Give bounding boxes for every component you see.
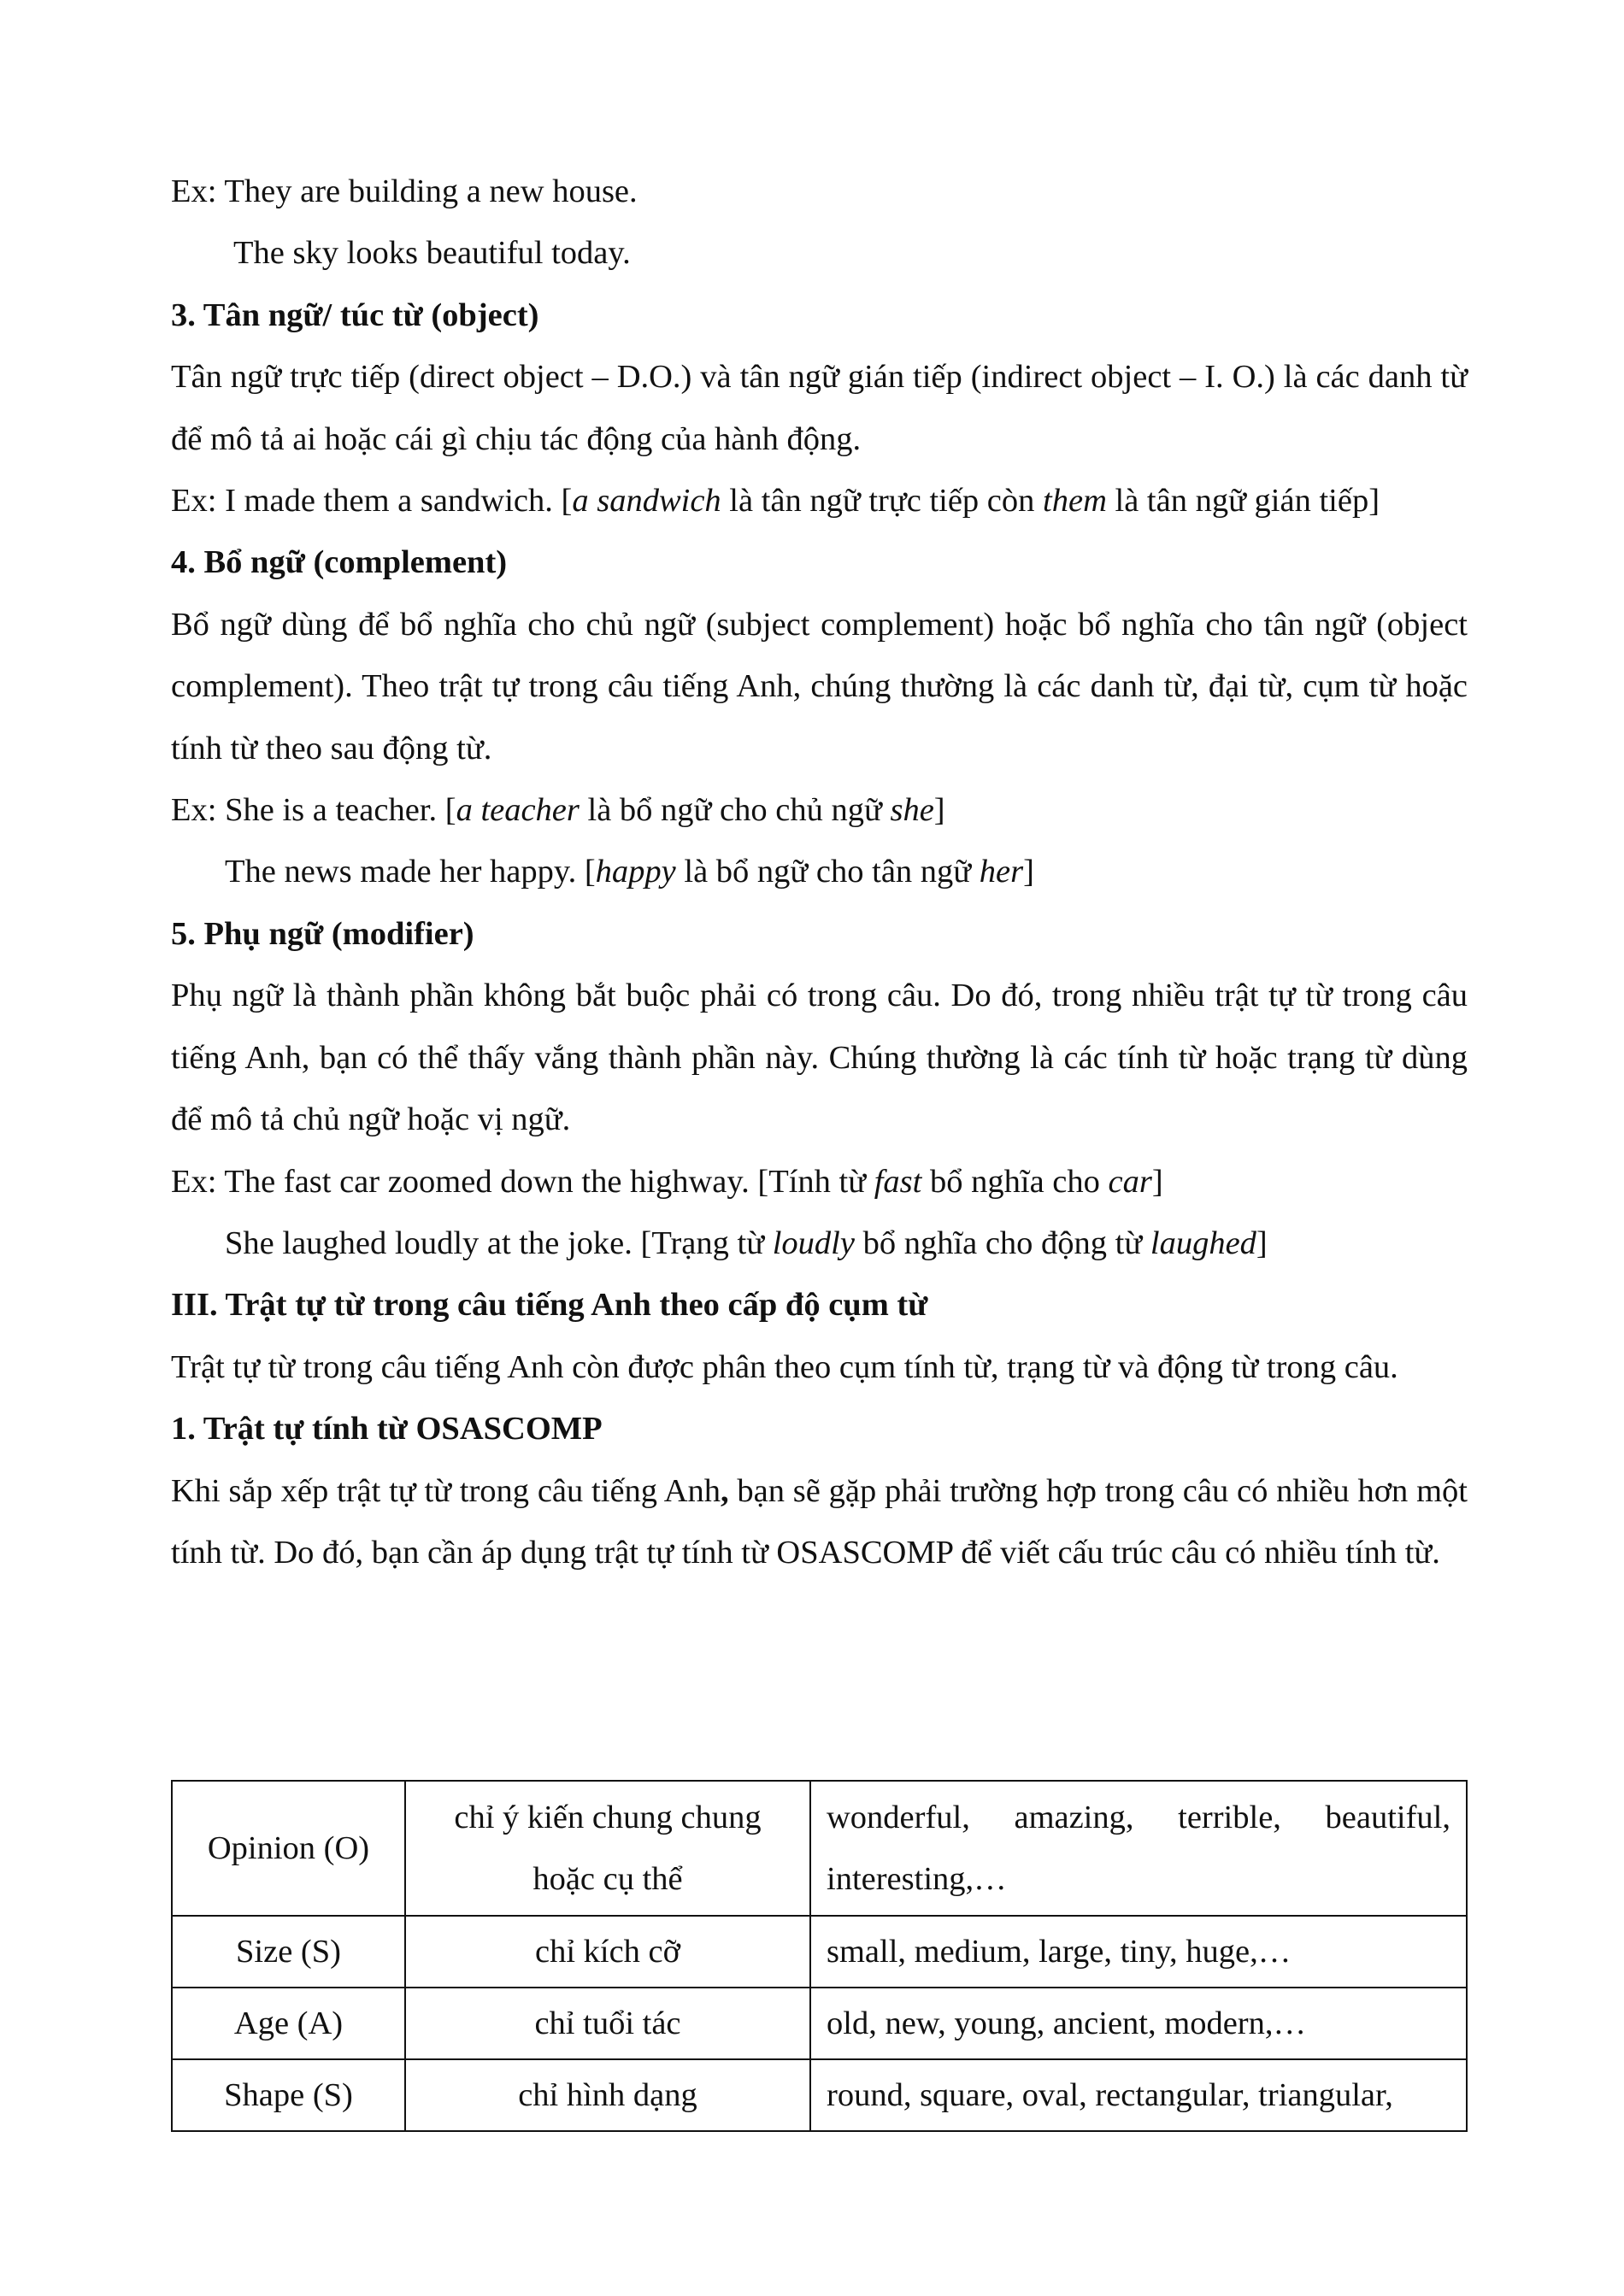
- section-heading-osascomp: 1. Trật tự tính từ OSASCOMP: [171, 1411, 603, 1447]
- example-line: Ex: They are building a new house.: [171, 173, 638, 209]
- table-cell-meaning: chỉ hình dạng: [405, 2059, 810, 2131]
- table-cell-category: Opinion (O): [172, 1781, 405, 1916]
- table-cell-examples: wonderful, amazing, terrible, beautiful, interesting,…: [810, 1781, 1467, 1916]
- table-cell-examples: old, new, young, ancient, modern,…: [810, 1988, 1467, 2059]
- example-line: The sky looks beautiful today.: [233, 235, 631, 272]
- paragraph-osascomp: Khi sắp xếp trật tự từ trong câu tiếng Anh, bạn sẽ gặp phải trường hợp trong câu có nhiều hơn một tính từ. Do đó, bạn cần áp dụng trật tự tính từ OSASCOMP để viết cấu trúc câu có nhiều tính từ.: [171, 1472, 1468, 1571]
- table-cell-category: Size (S): [172, 1916, 405, 1988]
- paragraph-object: Tân ngữ trực tiếp (direct object – D.O.) và tân ngữ gián tiếp (indirect object – I. O.) là các danh từ để mô tả ai hoặc cái gì chịu tác động của hành động.: [171, 359, 1468, 457]
- table-cell-examples: round, square, oval, rectangular, triangular,: [810, 2059, 1467, 2131]
- table-cell-category: Shape (S): [172, 2059, 405, 2131]
- table-cell-category: Age (A): [172, 1988, 405, 2059]
- example-complement-object: The news made her happy. [happy là bổ ngữ cho tân ngữ her]: [225, 854, 1034, 890]
- paragraph-modifier: Phụ ngữ là thành phần không bắt buộc phải có trong câu. Do đó, trong nhiều trật tự từ trong câu tiếng Anh, bạn có thể thấy vắng thành phần này. Chúng thường là các tính từ hoặc trạng từ dùng để mô tả chủ ngữ hoặc vị ngữ.: [171, 978, 1468, 1138]
- section-heading-object: 3. Tân ngữ/ túc từ (object): [171, 297, 539, 333]
- example-modifier-adjective: Ex: The fast car zoomed down the highway. [Tính từ fast bổ nghĩa cho car]: [171, 1163, 1163, 1200]
- paragraph-complement: Bổ ngữ dùng để bổ nghĩa cho chủ ngữ (subject complement) hoặc bổ nghĩa cho tân ngữ (object complement). Theo trật tự trong câu tiếng Anh, chúng thường là các danh từ, đại từ, cụm từ hoặc tính từ theo sau động từ.: [171, 606, 1468, 766]
- table-cell-meaning: chỉ kích cỡ: [405, 1916, 810, 1988]
- table-cell-examples: small, medium, large, tiny, huge,…: [810, 1916, 1467, 1988]
- table-cell-meaning: chỉ tuổi tác: [405, 1988, 810, 2059]
- section-heading-complement: 4. Bổ ngữ (complement): [171, 544, 508, 581]
- table-row: [172, 1916, 1467, 1988]
- example-modifier-adverb: She laughed loudly at the joke. [Trạng từ loudly bổ nghĩa cho động từ laughed]: [225, 1224, 1268, 1261]
- table-row: [172, 2059, 1467, 2131]
- paragraph-phrase-order: Trật tự từ trong câu tiếng Anh còn được phân theo cụm tính từ, trạng từ và động từ trong câu.: [171, 1348, 1398, 1385]
- section-heading-modifier: 5. Phụ ngữ (modifier): [171, 915, 474, 952]
- example-object: Ex: I made them a sandwich. [a sandwich là tân ngữ trực tiếp còn them là tân ngữ gián tiếp]: [171, 483, 1380, 520]
- section-heading-phrase-order: III. Trật tự từ trong câu tiếng Anh theo cấp độ cụm từ: [171, 1287, 928, 1324]
- table-row: [172, 1781, 1467, 1916]
- example-complement-subject: Ex: She is a teacher. [a teacher là bổ ngữ cho chủ ngữ she]: [171, 792, 945, 829]
- table-cell-meaning: chỉ ý kiến chung chung hoặc cụ thể: [405, 1781, 810, 1916]
- document-body: [171, 161, 1468, 1583]
- table-row: [172, 1988, 1467, 2059]
- osascomp-table: [171, 1780, 1468, 2132]
